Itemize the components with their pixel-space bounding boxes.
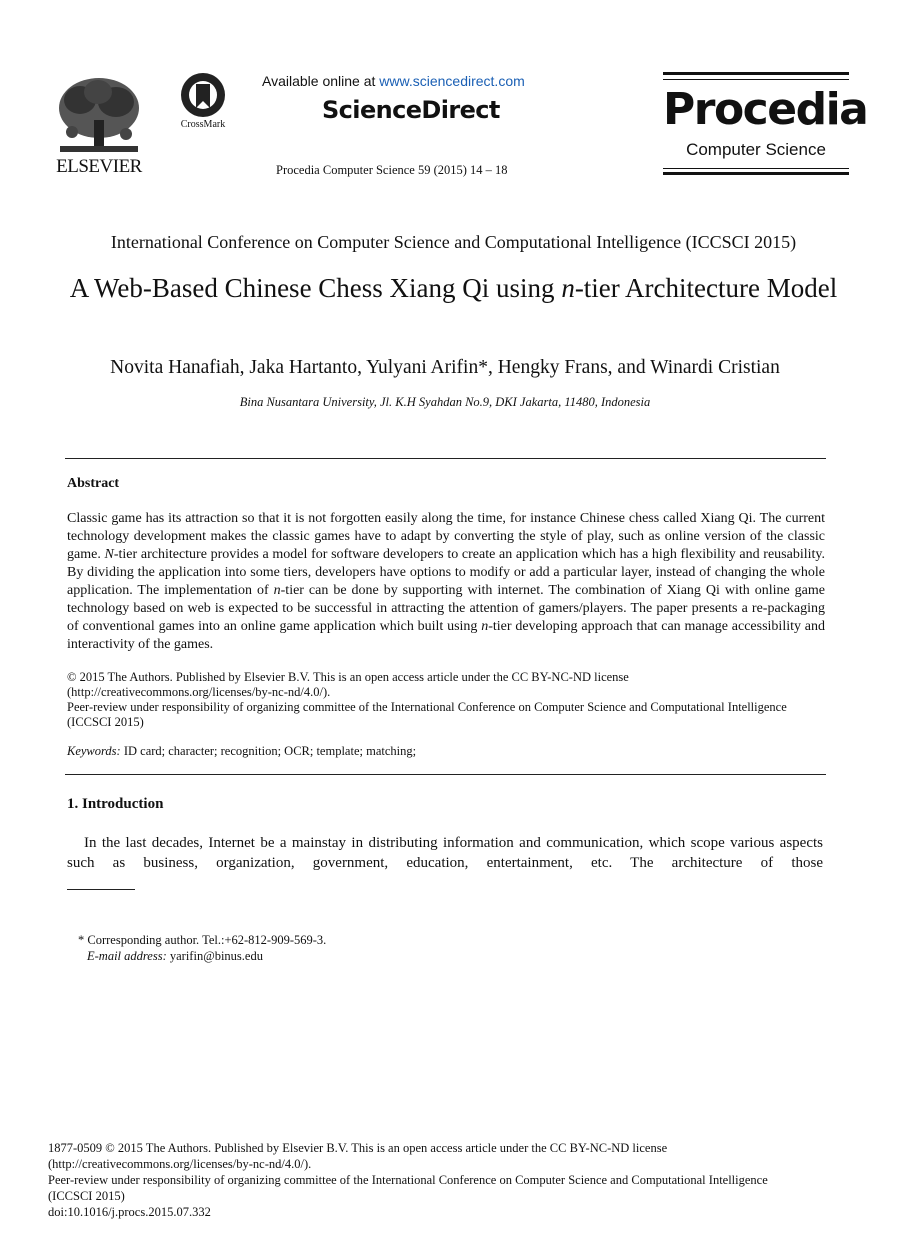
- abstract-bottom-rule: [65, 774, 826, 775]
- introduction-heading: 1. Introduction: [67, 796, 164, 812]
- abstract-p1: Classic game has its attraction so that it is not forgotten easily along the time, for instance Chinese chess called Xiang Qi. The current technology development makes the classic games have to adapt by converting the style of play, such as online version of the classic game.: [67, 511, 825, 562]
- abstract-top-rule: [65, 458, 826, 459]
- keywords: [67, 744, 825, 759]
- email-label: E-mail address:: [87, 949, 167, 963]
- abstract-p2: -tier architecture provides a model for software developers to create an application which has a high flexibility and reusability. By dividing the application into some tiers, developers have options to modify or add a particular layer, instead of changing the whole application. The implementation of: [67, 547, 825, 598]
- abstract-heading: Abstract: [67, 476, 120, 491]
- procedia-logo: [663, 72, 868, 176]
- crossmark-label: CrossMark: [180, 119, 226, 130]
- available-prefix: Available online at: [262, 73, 380, 89]
- footnote-rule: [67, 889, 135, 890]
- license-peer-review: Peer-review under responsibility of organizing committee of the International Conference on Computer Science and Computational Intelligence (ICCSCI 2015): [67, 700, 787, 729]
- bottom-line-1: 1877-0509 © 2015 The Authors. Published by Elsevier B.V. This is an open access article under the CC BY-NC-ND license: [48, 1141, 668, 1155]
- abstract-body: [67, 510, 825, 654]
- procedia-bottom-rule: [663, 172, 849, 175]
- abstract-n-cap: N: [104, 547, 114, 562]
- procedia-top-thin-rule: [663, 79, 849, 80]
- available-online: [262, 73, 525, 89]
- title-italic-n: n: [561, 273, 575, 303]
- email-address[interactable]: yarifin@binus.edu: [166, 949, 263, 963]
- corresponding-author: * Corresponding author. Tel.:+62-812-909-569-3.: [78, 933, 327, 947]
- email-line: [78, 948, 326, 964]
- license-block: [67, 670, 825, 730]
- paper-title: [60, 272, 847, 305]
- sciencedirect-wordmark: ScienceDirect: [322, 96, 500, 124]
- bottom-license-link[interactable]: (http://creativecommons.org/licenses/by-nc-nd/4.0/).: [48, 1157, 312, 1171]
- abstract-n-1: n: [273, 583, 281, 598]
- crossmark-logo[interactable]: [172, 72, 234, 134]
- author-list: Novita Hanafiah, Jaka Hartanto, Yulyani Arifin*, Hengky Frans, and Winardi Cristian: [110, 357, 780, 378]
- abstract-p3: -tier can be done by supporting with internet. The combination of Xiang Qi with online game technology based on web is expected to be successful in attracting the attention of gamers/players. The paper presents a re-packaging of conventional games into an online game application which built using: [67, 583, 825, 634]
- conference-name: International Conference on Computer Science and Computational Intelligence (ICCSCI 2015): [110, 232, 797, 252]
- abstract-p4: -tier developing approach that can manage accessibility and interactivity of the games.: [67, 619, 826, 652]
- affiliation: Bina Nusantara University, Jl. K.H Syahdan No.9, DKI Jakarta, 11480, Indonesia: [239, 395, 651, 409]
- sciencedirect-link[interactable]: www.sciencedirect.com: [379, 73, 525, 89]
- keywords-label: Keywords:: [67, 744, 121, 758]
- abstract-n-2: n: [481, 619, 489, 634]
- doi[interactable]: doi:10.1016/j.procs.2015.07.332: [48, 1205, 211, 1219]
- procedia-top-rule: [663, 72, 849, 75]
- footnote: [78, 932, 326, 964]
- license-line-1: © 2015 The Authors. Published by Elsevier B.V. This is an open access article under the CC BY-NC-ND license: [67, 670, 629, 684]
- bottom-copyright: [48, 1140, 808, 1220]
- title-part-1: A Web-Based Chinese Chess Xiang Qi using: [69, 273, 562, 303]
- procedia-subtitle: Computer Science: [686, 140, 826, 159]
- elsevier-wordmark: ELSEVIER: [56, 156, 142, 177]
- keywords-text: ID card; character; recognition; OCR; template; matching;: [120, 744, 417, 758]
- license-link[interactable]: (http://creativecommons.org/licenses/by-nc-nd/4.0/).: [67, 685, 331, 699]
- procedia-bottom-thin-rule: [663, 168, 849, 169]
- bottom-peer-review: Peer-review under responsibility of organizing committee of the International Conference on Computer Science and Computational Intelligence (ICCSCI 2015): [48, 1173, 768, 1203]
- crossmark-icon: [172, 72, 234, 118]
- procedia-title: Procedia: [663, 84, 868, 135]
- title-part-2: -tier Architecture Model: [574, 273, 838, 303]
- journal-reference: Procedia Computer Science 59 (2015) 14 – 18: [276, 163, 508, 177]
- introduction-paragraph: In the last decades, Internet be a mainstay in distributing information and communication, which scope various aspects such as business, organization, government, education, entertainment, etc. The architecture of those: [67, 835, 823, 871]
- elsevier-logo: [50, 72, 148, 178]
